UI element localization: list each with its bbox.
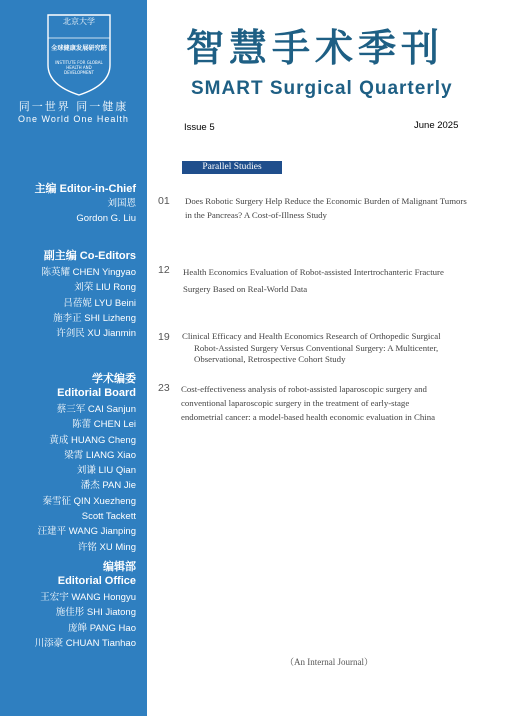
editor-in-chief-block <box>35 182 136 227</box>
office-member-name: 川添豪 CHUAN Tianhao <box>34 637 136 649</box>
board-member-name: 蔡三军 CAI Sanjun <box>56 404 136 415</box>
article-title-line: in the Pancreas? A Cost-of-Illness Study <box>185 210 327 220</box>
editor-name: 刘国恩 <box>107 198 136 209</box>
article-title-line: conventional laparoscopic surgery in the treatment of early-stage <box>181 398 410 408</box>
editorial-board-heading-en: Editorial Board <box>57 387 136 399</box>
editorial-board-heading-cn: 学术编委 <box>92 373 136 385</box>
board-member-name: 秦雪征 QIN Xuezheng <box>42 495 136 507</box>
co-editors-heading: 副主编 Co-Editors <box>43 250 136 262</box>
slogan-en: One World One Health <box>18 114 129 124</box>
office-member-name: 施佳彤 SHI Jiatong <box>55 607 136 619</box>
board-member-name: 陈蕾 CHEN Lei <box>72 419 136 431</box>
article-title-line: Does Robotic Surgery Help Reduce the Economic Burden of Malignant Tumors <box>185 196 467 206</box>
editorial-office-heading-en: Editorial Office <box>57 575 136 587</box>
issue-number: Issue 5 <box>184 122 215 133</box>
institute-name: 全球健康发展研究院 <box>51 45 107 52</box>
co-editor-name: 陈英耀 CHEN Yingyao <box>41 267 136 278</box>
board-member-name: 黄成 HUANG Cheng <box>49 434 136 446</box>
slogan-cn: 同一世界 同一健康 <box>18 100 129 113</box>
editorial-office-heading-cn: 编辑部 <box>103 561 136 573</box>
article-page-number: 01 <box>158 195 170 207</box>
article-page-number: 12 <box>158 264 170 276</box>
co-editor-name: 吕蓓妮 LYU Beini <box>63 297 136 309</box>
article-title-line: Health Economics Evaluation of Robot-assisted Intertrochanteric Fracture <box>183 267 444 277</box>
article-title <box>181 382 435 424</box>
section-label: Parallel Studies <box>182 161 282 174</box>
editorial-board-block <box>38 372 136 555</box>
article-title-line: endometrial cancer: a model-based health economic evaluation in China <box>181 412 436 422</box>
editor-name: Gordon G. Liu <box>76 213 136 225</box>
office-member-name: 庞皞 PANG Hao <box>68 622 136 634</box>
article-page-number: 19 <box>158 331 170 343</box>
article-title-line: Robot-Assisted Surgery Versus Conventional Surgery: A Multicenter, <box>194 342 439 353</box>
board-member-name: 许铭 XU Ming <box>77 541 136 553</box>
sidebar <box>0 0 147 716</box>
university-name: 北京大学 <box>63 17 95 26</box>
co-editor-name: 刘荣 LIU Rong <box>74 282 136 294</box>
board-member-name: 刘谦 LIU Qian <box>76 465 136 477</box>
journal-title-en: SMART Surgical Quarterly <box>191 78 453 99</box>
institute-logo <box>44 13 114 97</box>
institute-name-en: INSTITUTE FOR GLOBAL HEALTH AND DEVELOPMENT <box>55 60 103 75</box>
office-member-name: 王宏宇 WANG Hongyu <box>40 592 136 603</box>
editor-in-chief-heading: 主编 Editor-in-Chief <box>34 183 136 195</box>
article-title-line: Observational, Retrospective Cohort Study <box>194 354 346 364</box>
co-editors-block <box>41 249 136 341</box>
article-title-line: Cost-effectiveness analysis of robot-assisted laparoscopic surgery and <box>181 384 427 394</box>
article-title-line: Surgery Based on Real-World Data <box>183 284 308 294</box>
co-editor-name: 施李正 SHI Lizheng <box>53 312 136 324</box>
article-title <box>182 331 441 366</box>
editorial-office-block <box>35 560 136 651</box>
board-member-name: 潘杰 PAN Jie <box>80 480 136 492</box>
article-title <box>185 194 467 222</box>
board-member-name: 梁霄 LIANG Xiao <box>64 449 136 461</box>
co-editor-name: 许剑民 XU Jianmin <box>56 328 136 340</box>
internal-journal-note: （An Internal Journal） <box>285 657 373 667</box>
board-member-name: 汪建平 WANG Jianping <box>37 526 136 538</box>
journal-title-cn: 智慧手术季刊 <box>186 26 445 70</box>
article-title <box>183 264 444 298</box>
board-member-name: Scott Tackett <box>81 511 136 523</box>
article-page-number: 23 <box>158 382 170 394</box>
issue-date: June 2025 <box>414 120 459 131</box>
article-title-line: Clinical Efficacy and Health Economics Research of Orthopedic Surgical <box>182 331 441 341</box>
